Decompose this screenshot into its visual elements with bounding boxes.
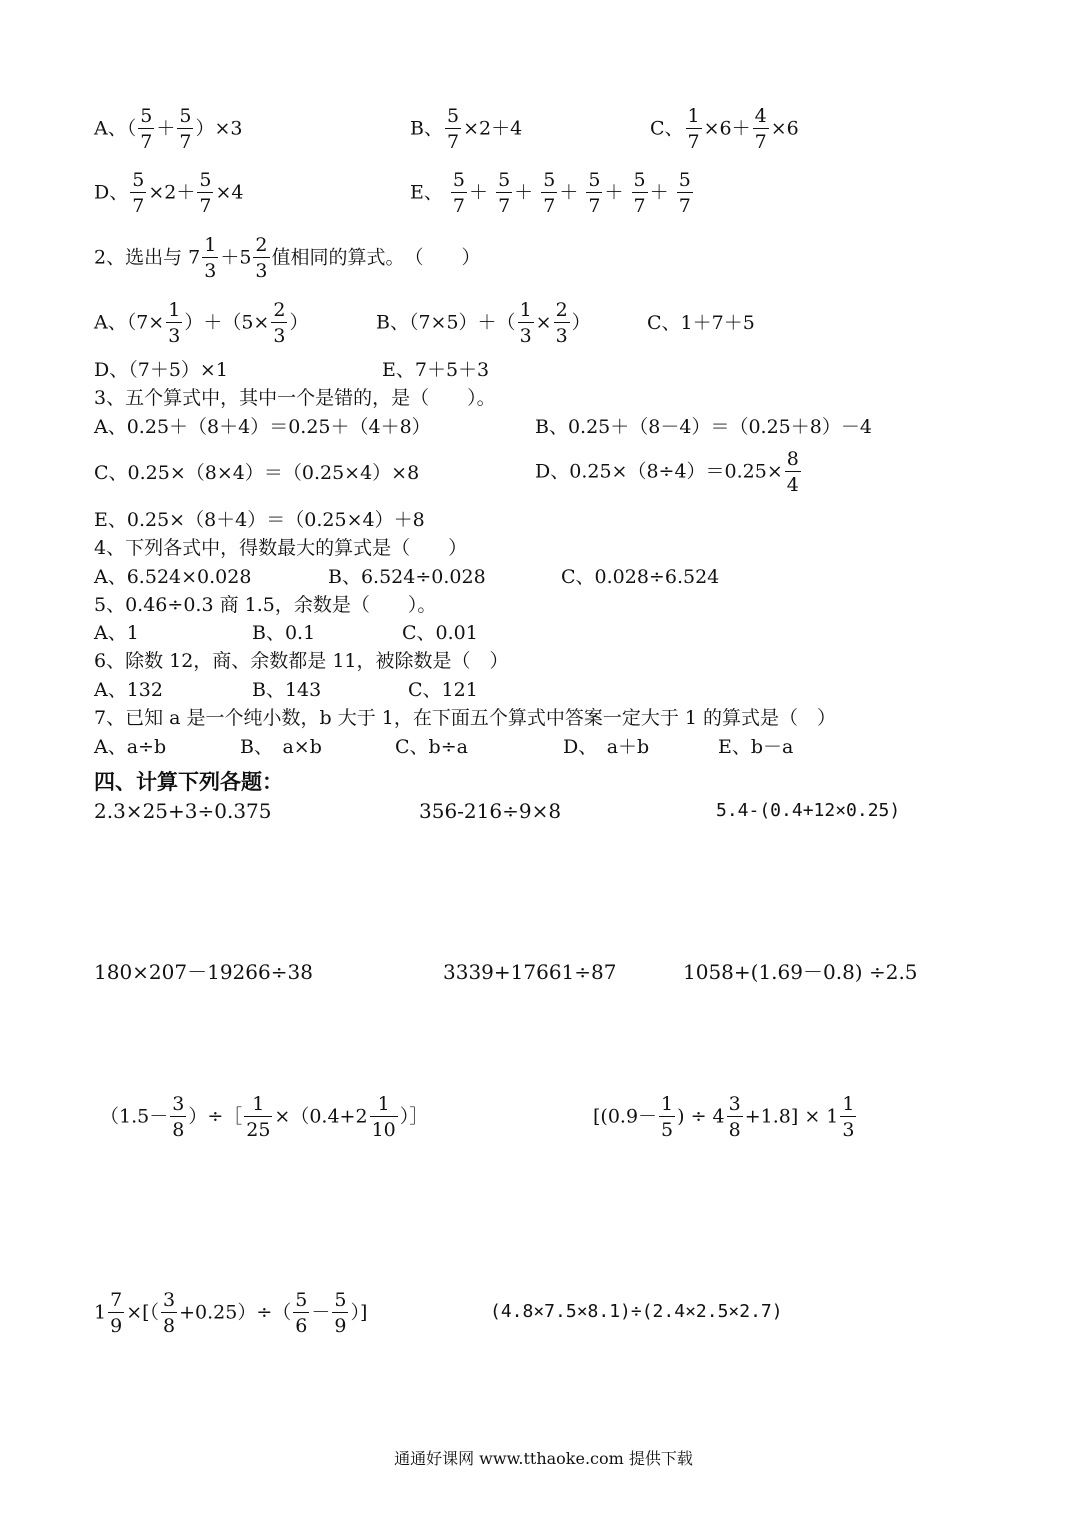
q4-stem: 4、下列各式中，得数最大的算式是（ ） [94,537,468,559]
q4-option-c: C、0.028÷6.524 [561,566,720,588]
calc-2-1: 180×207－19266÷38 [94,960,313,984]
q2-option-b: B、（7×5）＋（ $\frac{1}{3}$ × $\frac{2}{3}$ ） [376,299,591,347]
q7-option-e: E、b－a [718,736,794,758]
q3-option-e: E、0.25×（8＋4）＝（0.25×4）＋8 [94,509,425,531]
calc-1-1: 2.3×25+3÷0.375 [94,799,272,823]
q1-option-a: A、（ $\frac{5}{7}$ ＋ $\frac{5}{7}$ ）×3 [94,105,243,153]
q5-option-c: C、0.01 [402,622,478,644]
q3-option-a: A、0.25＋（8＋4）＝0.25＋（4＋8） [94,416,431,438]
q1-option-d: D、 $\frac{5}{7}$ ×2＋ $\frac{5}{7}$ ×4 [94,169,244,217]
calc-2-3: 1058+(1.69－0.8) ÷2.5 [683,960,918,984]
q6-option-c: C、121 [408,679,478,701]
page-footer: 通通好课网 www.tthaoke.com 提供下载 [394,1449,693,1468]
calc-4-1: 1 $\frac{7}{9}$ ×[（ $\frac{3}{8}$ +0.25）÷（ $\frac{5}{6}$ － $\frac{5}{9}$ ）] [94,1289,368,1337]
q4-option-a: A、6.524×0.028 [94,566,252,588]
q7-option-a: A、a÷b [94,736,167,758]
q2-option-d: D、（7＋5）×1 [94,359,228,381]
section-4-heading: 四、计算下列各题： [94,770,283,794]
q7-stem: 7、已知 a 是一个纯小数，b 大于 1，在下面五个算式中答案一定大于 1 的算式是（ ） [94,707,836,729]
calc-1-2: 356-216÷9×8 [419,799,562,823]
q1-option-b: B、 $\frac{5}{7}$ ×2＋4 [410,105,523,153]
calc-2-2: 3339+17661÷87 [443,960,617,984]
q1-option-e: E、 $\frac{5}{7}$ ＋ $\frac{5}{7}$ ＋ $\frac{5}{7}$ ＋ $\frac{5}{7}$ ＋ $\frac{5}{7}$ ＋ $\frac{5}{7}$ [410,169,691,217]
calc-4-2: (4.8×7.5×8.1)÷(2.4×2.5×2.7) [490,1301,783,1322]
q3-stem: 3、五个算式中，其中一个是错的，是（ ）。 [94,387,496,409]
q1-option-c: C、 $\frac{1}{7}$ ×6＋ $\frac{4}{7}$ ×6 [650,105,799,153]
q6-option-b: B、143 [252,679,322,701]
q3-option-b: B、0.25＋（8－4）＝（0.25＋8）－4 [535,416,872,438]
q5-stem: 5、0.46÷0.3 商 1.5，余数是（ ）。 [94,594,437,616]
calc-3-1: （1.5－ $\frac{3}{8}$ ）÷［ $\frac{1}{25}$ ×（0.4+2 $\frac{1}{10}$ ）］ [100,1093,429,1141]
q3-option-d: D、0.25×（8÷4）＝0.25× $\frac{8}{4}$ [535,448,799,496]
q7-option-d: D、 a＋b [563,736,650,758]
q2-option-e: E、7＋5＋3 [382,359,490,381]
q6-stem: 6、除数 12，商、余数都是 11，被除数是（ ） [94,650,509,672]
q2-stem: 2、选出与 7 $\frac{1}{3}$ ＋5 $\frac{2}{3}$ 值相同的算式。 （ ） [94,234,481,282]
q2-option-c: C、1＋7＋5 [647,312,755,334]
q7-option-c: C、b÷a [395,736,468,758]
q5-option-b: B、0.1 [252,622,316,644]
q6-option-a: A、132 [94,679,163,701]
q2-option-a: A、（7× $\frac{1}{3}$ ）＋（5× $\frac{2}{3}$ ） [94,299,309,347]
q4-option-b: B、6.524÷0.028 [328,566,486,588]
q7-option-b: B、 a×b [240,736,322,758]
calc-1-3: 5.4-(0.4+12×0.25) [716,800,901,821]
q3-option-c: C、0.25×（8×4）＝（0.25×4）×8 [94,462,420,484]
q5-option-a: A、1 [94,622,139,644]
calc-3-2: [(0.9－ $\frac{1}{5}$ ) ÷ 4 $\frac{3}{8}$ +1.8] × 1 $\frac{1}{3}$ [593,1093,855,1141]
